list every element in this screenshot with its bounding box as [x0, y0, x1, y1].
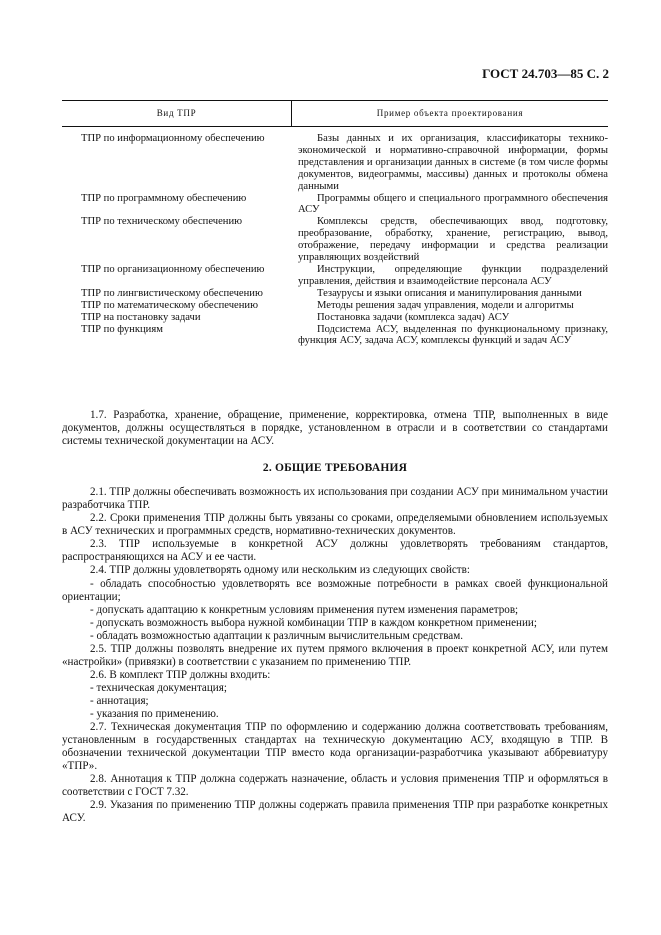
- cell-example: [291, 216, 608, 264]
- table-row: [62, 324, 608, 348]
- cell-example-text: Базы данных и их организация, классификаторы технико-экономической и нормативно-справочной информации, формы представления и организации данных в системе (в том числе формы документов, видеограммы, массивы) данных и протоколы обмена данными: [298, 133, 608, 192]
- table-header: [62, 101, 608, 127]
- cell-type: [62, 193, 291, 217]
- list-item: - обладать возможностью адаптации к различным вычислительным средствам.: [90, 629, 464, 642]
- paragraph-1-7: 1.7. Разработка, хранение, обращение, применение, корректировка, отмена ТПР, выполненных в виде документов, должны осуществляться в порядке, установленном в отрасли и в соответствии со стандартами системы технической документации на АСУ.: [62, 409, 608, 448]
- list-item: - техническая документация;: [90, 681, 227, 694]
- cell-type: [62, 312, 291, 324]
- cell-type-text: ТПР по информационному обеспечению: [81, 133, 265, 144]
- cell-type-text: ТПР на постановку задачи: [81, 311, 201, 323]
- table-row: [62, 193, 608, 217]
- table-row: [62, 216, 608, 264]
- paragraph-2-7: 2.7. Техническая документация ТПР по оформлению и содержанию должна соответствовать требованиям, установленным в государственных стандартах на техническую документацию АСУ, входящую в ТПР. В обозначении технической документации ТПР вместо кода организации-разработчика указывают аббревиатуру «ТПР».: [62, 721, 608, 773]
- paragraph-2-4: 2.4. ТПР должны удовлетворять одному или нескольким из следующих свойств:: [90, 564, 470, 577]
- paragraph-2-2: 2.2. Сроки применения ТПР должны быть увязаны со сроками, определяемыми обновлением используемых в АСУ технических и программных средств, нормативно-технических документов.: [62, 512, 608, 538]
- list-item: - аннотация;: [90, 694, 149, 707]
- cell-example-text: Программы общего и специального программного обеспечения АСУ: [298, 192, 608, 216]
- paragraph-2-5: 2.5. ТПР должны позволять внедрение их путем прямого включения в проект конкретной АСУ, или путем «настройки» (привязки) в соответствии с указанием по применению ТПР.: [62, 642, 608, 668]
- cell-type-text: ТПР по техническому обеспечению: [81, 216, 243, 228]
- cell-type-text: ТПР по программному обеспечению: [81, 192, 247, 204]
- document-body: [62, 409, 608, 825]
- cell-type: [62, 288, 291, 300]
- cell-example: [291, 324, 608, 348]
- table-row: [62, 288, 608, 300]
- cell-example: [291, 300, 608, 312]
- table-row: [62, 133, 608, 193]
- paragraph-2-9: 2.9. Указания по применению ТПР должны содержать правила применения ТПР при разработке конкретных АСУ.: [62, 799, 608, 825]
- page-header: ГОСТ 24.703—85 С. 2: [482, 66, 609, 81]
- cell-example-text: Комплексы средств, обеспечивающих ввод, подготовку, преобразование, обработку, хранение, регистрацию, вывод, отображение, передачу информации и средства реализации управляющих воздействий: [298, 216, 608, 264]
- cell-example-text: Тезаурусы и языки описания и манипулирования данными: [317, 287, 582, 299]
- cell-example: [291, 133, 608, 193]
- cell-example: [291, 288, 608, 300]
- cell-type-text: ТПР по лингвистическому обеспечению: [81, 287, 263, 299]
- cell-example-text: Методы решения задач управления, модели и алгоритмы: [317, 299, 574, 311]
- table-row: [62, 300, 608, 312]
- cell-type: [62, 264, 291, 288]
- cell-type-text: ТПР по математическому обеспечению: [81, 299, 258, 311]
- cell-example: [291, 312, 608, 324]
- list-item: - указания по применению.: [90, 707, 219, 720]
- tpr-table: [62, 100, 608, 347]
- table-body: [62, 127, 608, 347]
- col-header-type: Вид ТПР: [62, 101, 292, 126]
- cell-example-text: Инструкции, определяющие функции подразделений управления, действия и взаимодействие персонала АСУ: [298, 263, 608, 287]
- list-item: - допускать адаптацию к конкретным условиям применения путем изменения параметров;: [90, 603, 519, 616]
- table-row: [62, 264, 608, 288]
- cell-type: [62, 300, 291, 312]
- cell-type: [62, 216, 291, 264]
- paragraph-2-8: 2.8. Аннотация к ТПР должна содержать назначение, область и условия применения ТПР и оформляться в соответствии с ГОСТ 7.32.: [62, 773, 608, 799]
- table-row: [62, 312, 608, 324]
- cell-type: [62, 133, 291, 193]
- paragraph-2-1: 2.1. ТПР должны обеспечивать возможность их использования при создании АСУ при минимальном участии разработчика ТПР.: [62, 486, 608, 512]
- cell-example-text: Подсистема АСУ, выделенная по функциональному признаку, функция АСУ, задача АСУ, комплексы функций и задач АСУ: [298, 323, 608, 347]
- section-title: 2. ОБЩИЕ ТРЕБОВАНИЯ: [262, 462, 408, 475]
- col-header-example: Пример объекта проектирования: [376, 107, 524, 118]
- cell-example: [291, 193, 608, 217]
- list-item: - обладать способностью удовлетворять все возможные потребности в рамках своей функциональной ориентации;: [62, 577, 608, 603]
- cell-type-text: ТПР по организационному обеспечению: [81, 263, 265, 275]
- paragraph-2-6: 2.6. В комплект ТПР должны входить:: [90, 668, 271, 681]
- list-item: - допускать возможность выбора нужной комбинации ТПР в каждом конкретном применении;: [90, 616, 537, 629]
- cell-example-text: Постановка задачи (комплекса задач) АСУ: [317, 311, 510, 323]
- cell-type: [62, 324, 291, 348]
- cell-type-text: ТПР по функциям: [81, 323, 163, 335]
- cell-example: [291, 264, 608, 288]
- paragraph-2-3: 2.3. ТПР используемые в конкретной АСУ должны удовлетворять требованиям стандартов, распространяющихся на АСУ и ее части.: [62, 538, 608, 564]
